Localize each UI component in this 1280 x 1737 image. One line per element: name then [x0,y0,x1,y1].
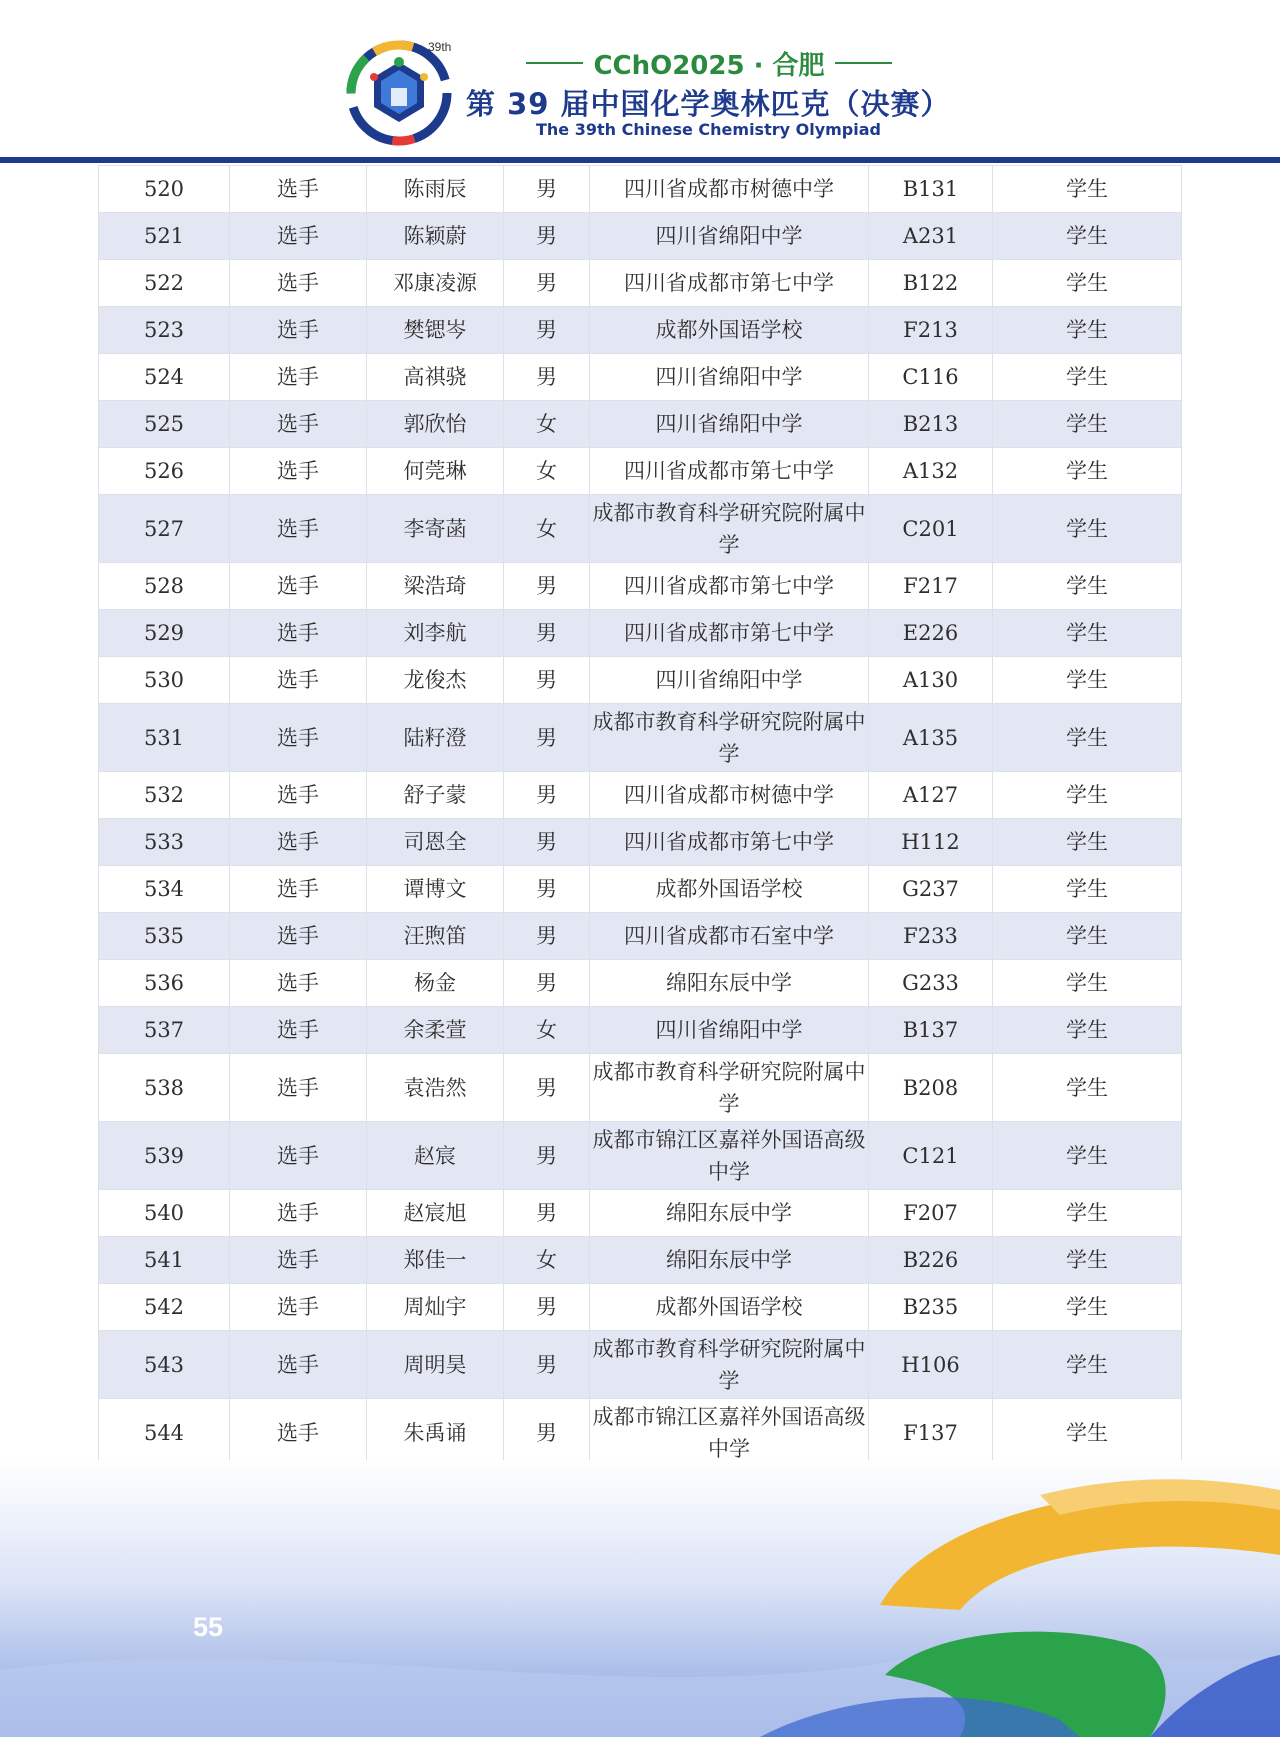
cell-school: 成都市教育科学研究院附属中学 [590,1054,869,1122]
cell-no: 529 [99,610,230,657]
table-row [99,960,1182,1007]
cell-no: 539 [99,1122,230,1190]
table-row [99,1331,1182,1399]
cell-type: 学生 [993,704,1182,772]
cell-type: 学生 [993,260,1182,307]
cell-role: 选手 [230,1190,367,1237]
cell-seat: B213 [869,401,993,448]
cell-no: 527 [99,495,230,563]
cell-seat: G237 [869,866,993,913]
cell-school: 绵阳东辰中学 [590,960,869,1007]
cell-type: 学生 [993,1122,1182,1190]
cell-role: 选手 [230,1122,367,1190]
cell-seat: C116 [869,354,993,401]
table-row [99,166,1182,213]
table-row [99,704,1182,772]
cell-gender: 男 [504,1054,590,1122]
cell-gender: 男 [504,960,590,1007]
cell-role: 选手 [230,1237,367,1284]
cell-role: 选手 [230,563,367,610]
table-row [99,448,1182,495]
cell-name: 梁浩琦 [367,563,504,610]
cell-name: 谭博文 [367,866,504,913]
cell-name: 余柔萱 [367,1007,504,1054]
cell-role: 选手 [230,657,367,704]
cell-school: 绵阳东辰中学 [590,1237,869,1284]
cell-seat: C121 [869,1122,993,1190]
cell-name: 何莞琳 [367,448,504,495]
cell-no: 530 [99,657,230,704]
cell-school: 成都市锦江区嘉祥外国语高级中学 [590,1122,869,1190]
cell-gender: 女 [504,1007,590,1054]
table-row [99,866,1182,913]
cell-no: 541 [99,1237,230,1284]
cell-school: 四川省成都市第七中学 [590,563,869,610]
cell-gender: 女 [504,401,590,448]
cell-gender: 男 [504,704,590,772]
cell-seat: B131 [869,166,993,213]
cell-school: 四川省成都市第七中学 [590,260,869,307]
cell-type: 学生 [993,1284,1182,1331]
cell-school: 四川省成都市第七中学 [590,610,869,657]
cell-gender: 女 [504,495,590,563]
cell-school: 成都市教育科学研究院附属中学 [590,1331,869,1399]
cell-role: 选手 [230,354,367,401]
header-rule [0,157,1280,163]
cell-school: 成都市教育科学研究院附属中学 [590,495,869,563]
table-row [99,1122,1182,1190]
cell-type: 学生 [993,354,1182,401]
cell-no: 532 [99,772,230,819]
page-number: 55 [193,1612,224,1642]
cell-name: 杨金 [367,960,504,1007]
cell-no: 544 [99,1399,230,1467]
table-row [99,819,1182,866]
cell-type: 学生 [993,866,1182,913]
cell-role: 选手 [230,401,367,448]
cell-gender: 男 [504,1331,590,1399]
cell-role: 选手 [230,704,367,772]
cell-type: 学生 [993,1190,1182,1237]
cell-seat: B122 [869,260,993,307]
cell-role: 选手 [230,1054,367,1122]
cell-type: 学生 [993,913,1182,960]
cell-name: 樊锶岑 [367,307,504,354]
cell-role: 选手 [230,1399,367,1467]
cell-school: 四川省成都市石室中学 [590,913,869,960]
cell-gender: 男 [504,166,590,213]
cell-name: 陈雨辰 [367,166,504,213]
page-header [0,0,1280,166]
page-title: 第 39 届中国化学奥林匹克（决赛） [466,87,951,121]
table-row [99,213,1182,260]
cell-name: 李寄菡 [367,495,504,563]
cell-role: 选手 [230,610,367,657]
cell-role: 选手 [230,260,367,307]
roster-body [99,166,1182,1467]
cell-school: 绵阳东辰中学 [590,1190,869,1237]
table-row [99,913,1182,960]
cell-role: 选手 [230,307,367,354]
cell-gender: 男 [504,260,590,307]
cell-name: 赵宸旭 [367,1190,504,1237]
cell-type: 学生 [993,401,1182,448]
cell-school: 成都市锦江区嘉祥外国语高级中学 [590,1399,869,1467]
cell-name: 袁浩然 [367,1054,504,1122]
cell-type: 学生 [993,213,1182,260]
cell-name: 舒子蒙 [367,772,504,819]
cell-seat: A130 [869,657,993,704]
logo-superscript: 39th [428,40,452,54]
cell-seat: H106 [869,1331,993,1399]
title-dash-left [526,62,583,64]
cell-seat: G233 [869,960,993,1007]
cell-type: 学生 [993,657,1182,704]
cell-seat: B226 [869,1237,993,1284]
cell-name: 陆籽澄 [367,704,504,772]
cell-gender: 男 [504,563,590,610]
cell-name: 周明昊 [367,1331,504,1399]
table-row [99,401,1182,448]
cell-role: 选手 [230,772,367,819]
cell-seat: B208 [869,1054,993,1122]
table-row [99,610,1182,657]
cell-school: 四川省绵阳中学 [590,401,869,448]
table-row [99,307,1182,354]
cell-school: 四川省成都市第七中学 [590,448,869,495]
cell-no: 521 [99,213,230,260]
cell-no: 531 [99,704,230,772]
cell-no: 526 [99,448,230,495]
cell-role: 选手 [230,913,367,960]
cell-type: 学生 [993,1399,1182,1467]
cell-seat: E226 [869,610,993,657]
cell-no: 524 [99,354,230,401]
cell-no: 520 [99,166,230,213]
cell-seat: C201 [869,495,993,563]
cell-name: 朱禹诵 [367,1399,504,1467]
cell-gender: 男 [504,819,590,866]
table-row [99,772,1182,819]
cell-type: 学生 [993,960,1182,1007]
footer-decoration [0,1460,1280,1737]
cell-role: 选手 [230,213,367,260]
cell-school: 成都外国语学校 [590,866,869,913]
cell-type: 学生 [993,610,1182,657]
cell-school: 四川省成都市第七中学 [590,819,869,866]
table-row [99,1284,1182,1331]
cell-gender: 男 [504,657,590,704]
cell-no: 528 [99,563,230,610]
cell-no: 525 [99,401,230,448]
cell-school: 成都市教育科学研究院附属中学 [590,704,869,772]
cell-name: 汪煦笛 [367,913,504,960]
table-row [99,495,1182,563]
cell-seat: H112 [869,819,993,866]
cell-type: 学生 [993,166,1182,213]
cell-gender: 男 [504,772,590,819]
cell-no: 536 [99,960,230,1007]
cell-type: 学生 [993,1237,1182,1284]
cell-no: 534 [99,866,230,913]
cell-name: 陈颖蔚 [367,213,504,260]
cell-role: 选手 [230,960,367,1007]
cell-name: 邓康凌源 [367,260,504,307]
table-row [99,1007,1182,1054]
cell-seat: F137 [869,1399,993,1467]
cell-no: 538 [99,1054,230,1122]
cell-seat: F217 [869,563,993,610]
cell-gender: 男 [504,610,590,657]
cell-seat: A127 [869,772,993,819]
cell-school: 四川省成都市树德中学 [590,166,869,213]
cell-name: 高祺骁 [367,354,504,401]
cell-no: 543 [99,1331,230,1399]
cell-role: 选手 [230,166,367,213]
cell-gender: 男 [504,1284,590,1331]
cell-school: 四川省绵阳中学 [590,1007,869,1054]
event-line [526,46,892,80]
cell-name: 赵宸 [367,1122,504,1190]
cell-seat: F207 [869,1190,993,1237]
cell-type: 学生 [993,563,1182,610]
roster-table [98,165,1182,1467]
cell-school: 四川省绵阳中学 [590,354,869,401]
cell-role: 选手 [230,1007,367,1054]
table-row [99,260,1182,307]
cell-school: 四川省成都市树德中学 [590,772,869,819]
cell-type: 学生 [993,307,1182,354]
olympiad-logo [346,40,452,146]
cell-gender: 男 [504,213,590,260]
table-row [99,354,1182,401]
cell-seat: A132 [869,448,993,495]
cell-seat: B235 [869,1284,993,1331]
cell-type: 学生 [993,1054,1182,1122]
cell-gender: 男 [504,1122,590,1190]
cell-name: 郑佳一 [367,1237,504,1284]
cell-school: 成都外国语学校 [590,1284,869,1331]
cell-gender: 男 [504,1190,590,1237]
cell-school: 成都外国语学校 [590,307,869,354]
cell-role: 选手 [230,1284,367,1331]
cell-no: 535 [99,913,230,960]
cell-seat: F233 [869,913,993,960]
cell-role: 选手 [230,1331,367,1399]
table-row [99,563,1182,610]
cell-school: 四川省绵阳中学 [590,213,869,260]
cell-no: 533 [99,819,230,866]
event-name: CChO2025 · 合肥 [593,50,825,81]
cell-name: 周灿宇 [367,1284,504,1331]
cell-seat: A135 [869,704,993,772]
cell-gender: 男 [504,354,590,401]
cell-type: 学生 [993,1331,1182,1399]
cell-role: 选手 [230,866,367,913]
cell-type: 学生 [993,495,1182,563]
cell-gender: 女 [504,1237,590,1284]
cell-gender: 男 [504,913,590,960]
cell-role: 选手 [230,495,367,563]
cell-name: 刘李航 [367,610,504,657]
cell-type: 学生 [993,448,1182,495]
english-subtitle: The 39th Chinese Chemistry Olympiad [536,120,881,139]
cell-seat: A231 [869,213,993,260]
table-row [99,657,1182,704]
cell-no: 537 [99,1007,230,1054]
cell-type: 学生 [993,772,1182,819]
cell-gender: 女 [504,448,590,495]
cell-no: 522 [99,260,230,307]
cell-name: 郭欣怡 [367,401,504,448]
cell-type: 学生 [993,819,1182,866]
cell-no: 540 [99,1190,230,1237]
cell-seat: F213 [869,307,993,354]
cell-no: 542 [99,1284,230,1331]
table-row [99,1054,1182,1122]
cell-gender: 男 [504,307,590,354]
cell-name: 龙俊杰 [367,657,504,704]
cell-school: 四川省绵阳中学 [590,657,869,704]
table-row [99,1237,1182,1284]
cell-gender: 男 [504,1399,590,1467]
table-row [99,1190,1182,1237]
cell-name: 司恩全 [367,819,504,866]
cell-seat: B137 [869,1007,993,1054]
cell-role: 选手 [230,819,367,866]
table-row [99,1399,1182,1467]
cell-role: 选手 [230,448,367,495]
cell-type: 学生 [993,1007,1182,1054]
cell-gender: 男 [504,866,590,913]
cell-no: 523 [99,307,230,354]
title-dash-right [835,62,892,64]
